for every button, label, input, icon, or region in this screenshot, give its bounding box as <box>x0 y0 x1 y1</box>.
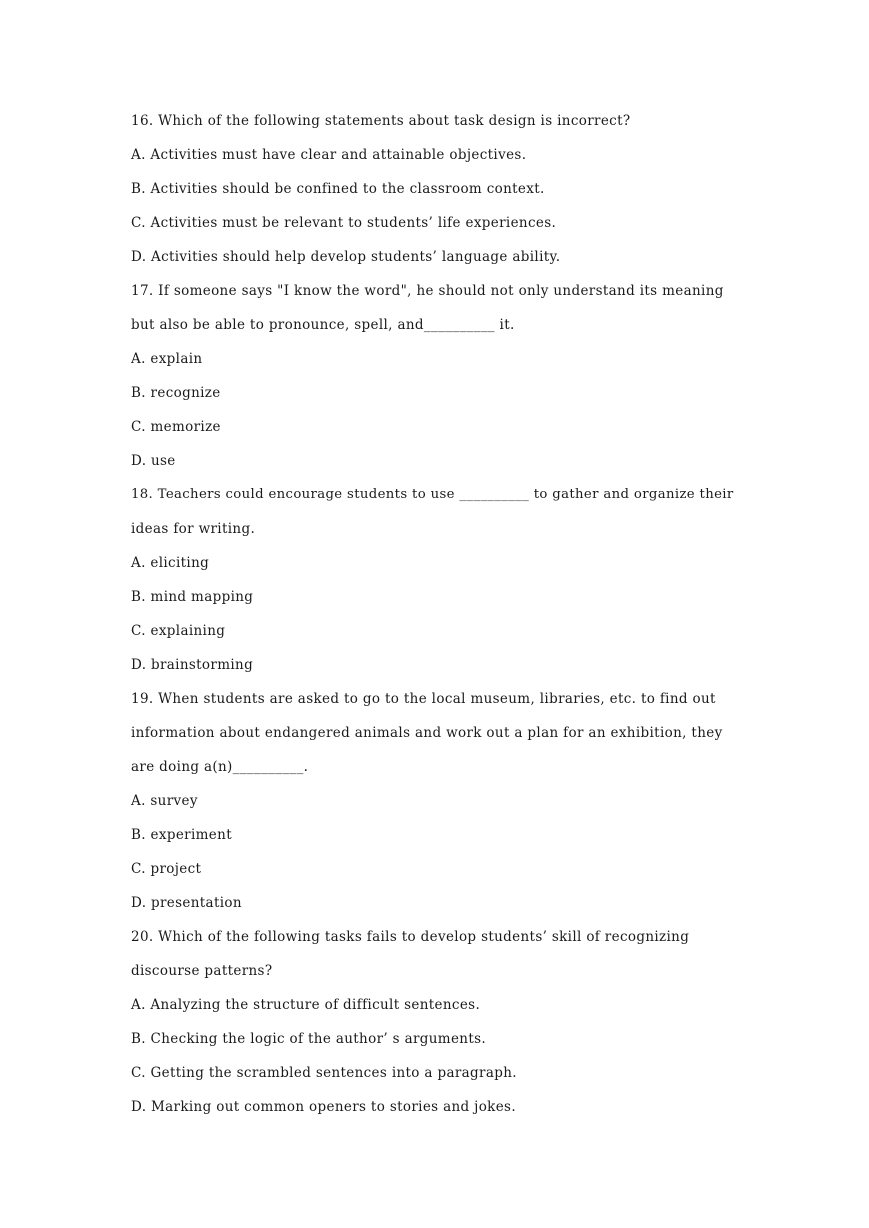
option-d: D. Marking out common openers to stories and jokes. <box>131 1099 516 1115</box>
option-a: A. explain <box>131 351 203 367</box>
option-c: C. explaining <box>131 623 226 639</box>
option-c: C. Getting the scrambled sentences into a paragraph. <box>131 1065 517 1081</box>
option-b: B. Activities should be confined to the classroom context. <box>131 181 545 197</box>
option-a: A. Activities must have clear and attainable objectives. <box>131 147 527 163</box>
question-stem-line: 18. Teachers could encourage students to use __________ to gather and organize their <box>131 487 734 502</box>
option-a: A. Analyzing the structure of difficult sentences. <box>131 997 481 1013</box>
option-d: D. brainstorming <box>131 657 254 673</box>
question-stem-line: discourse patterns? <box>131 963 273 979</box>
option-b: B. experiment <box>131 827 232 843</box>
option-b: B. recognize <box>131 385 221 401</box>
question-stem-line: 16. Which of the following statements about task design is incorrect? <box>131 113 631 129</box>
question-17 <box>131 274 739 478</box>
question-16 <box>131 104 739 274</box>
option-a: A. eliciting <box>131 555 210 571</box>
document-page <box>131 104 739 1124</box>
option-c: C. project <box>131 861 202 877</box>
question-stem-line: but also be able to pronounce, spell, and__________ it. <box>131 317 515 333</box>
question-stem-line: information about endangered animals and work out a plan for an exhibition, they <box>131 725 723 741</box>
question-stem-line: 17. If someone says "I know the word", he should not only understand its meaning <box>131 283 724 299</box>
question-stem-line: 19. When students are asked to go to the local museum, libraries, etc. to find out <box>131 691 716 707</box>
option-d: D. Activities should help develop students’ language ability. <box>131 249 561 265</box>
option-b: B. Checking the logic of the author’ s arguments. <box>131 1031 487 1047</box>
question-20 <box>131 920 739 1124</box>
option-c: C. Activities must be relevant to students’ life experiences. <box>131 215 557 231</box>
option-a: A. survey <box>131 793 198 809</box>
question-stem-line: ideas for writing. <box>131 521 256 537</box>
question-18 <box>131 478 739 682</box>
question-stem-line: are doing a(n)__________. <box>131 759 309 775</box>
option-b: B. mind mapping <box>131 589 254 605</box>
option-d: D. use <box>131 453 176 469</box>
question-stem-line: 20. Which of the following tasks fails to develop students’ skill of recognizing <box>131 929 690 945</box>
question-19 <box>131 682 739 920</box>
option-d: D. presentation <box>131 895 242 911</box>
option-c: C. memorize <box>131 419 221 435</box>
